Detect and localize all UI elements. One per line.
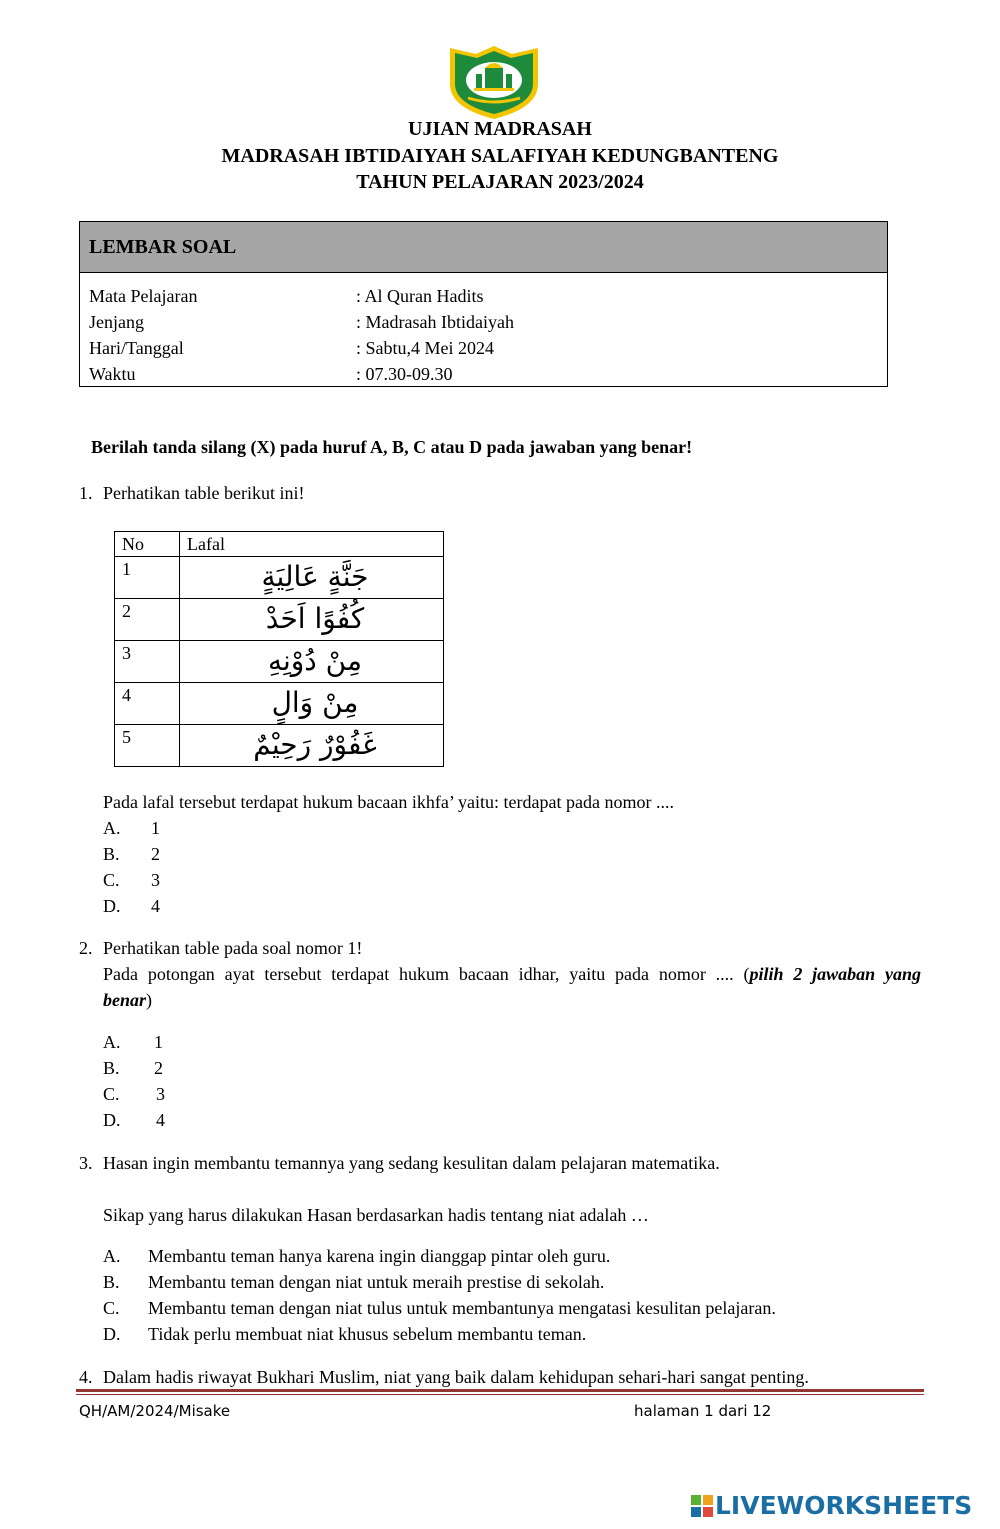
table-row bbox=[115, 641, 444, 683]
question-2-text: Perhatikan table pada soal nomor 1! bbox=[103, 938, 363, 958]
footer-page-number: halaman 1 dari 12 bbox=[634, 1402, 772, 1420]
table-cell-lafal: مِنْ دُوْنِهِ bbox=[180, 641, 444, 683]
question-2-number: 2. bbox=[79, 938, 93, 958]
option-key: D. bbox=[103, 1324, 121, 1344]
question-3-text: Hasan ingin membantu temannya yang sedang kesulitan dalam pelajaran matematika. bbox=[103, 1153, 720, 1173]
table-cell-no: 1 bbox=[115, 557, 180, 599]
option-key: D. bbox=[103, 896, 121, 916]
table-cell-no: 4 bbox=[115, 683, 180, 725]
table-cell-lafal: جَنَّةٍ عَالِيَةٍ bbox=[180, 557, 444, 599]
info-value: : 07.30-09.30 bbox=[356, 364, 453, 384]
option-key: A. bbox=[103, 1246, 121, 1266]
table-row bbox=[115, 557, 444, 599]
info-label: Jenjang bbox=[89, 312, 144, 332]
table-row bbox=[115, 599, 444, 641]
lafal-table bbox=[114, 531, 444, 767]
watermark-text: LIVEWORKSHEETS bbox=[715, 1491, 973, 1520]
option-key: B. bbox=[103, 1272, 120, 1292]
option-key: A. bbox=[103, 1032, 121, 1052]
option-key: A. bbox=[103, 818, 121, 838]
footer-divider-thin bbox=[76, 1394, 924, 1395]
table-cell-lafal: غَفُوْرٌ رَحِيْمٌ bbox=[180, 725, 444, 767]
option-key: D. bbox=[103, 1110, 121, 1130]
question-2-prompt-cont bbox=[103, 988, 152, 1012]
table-row bbox=[115, 683, 444, 725]
question-1-text: Perhatikan table berikut ini! bbox=[103, 483, 305, 503]
table-cell-no: 2 bbox=[115, 599, 180, 641]
instruction-text: Berilah tanda silang (X) pada huruf A, B, C atau D pada jawaban yang benar! bbox=[91, 437, 693, 457]
option-text: 3 bbox=[151, 870, 160, 890]
table-header-row bbox=[115, 532, 444, 557]
question-1-prompt: Pada lafal tersebut terdapat hukum bacaan ikhfa’ yaitu: terdapat pada nomor .... bbox=[103, 792, 674, 812]
table-cell-no: 5 bbox=[115, 725, 180, 767]
prompt-emphasis: pilih 2 jawaban yang bbox=[749, 964, 921, 984]
option-text: 1 bbox=[154, 1032, 163, 1052]
exam-info-box bbox=[79, 221, 888, 387]
question-2-prompt bbox=[103, 962, 921, 986]
info-label: Mata Pelajaran bbox=[89, 286, 198, 306]
option-text: Membantu teman hanya karena ingin dianggap pintar oleh guru. bbox=[148, 1246, 611, 1266]
info-label: Waktu bbox=[89, 364, 136, 384]
info-value: : Al Quran Hadits bbox=[356, 286, 484, 306]
option-text: Membantu teman dengan niat untuk meraih prestise di sekolah. bbox=[148, 1272, 605, 1292]
footer-divider bbox=[76, 1389, 924, 1392]
option-text: 1 bbox=[151, 818, 160, 838]
table-cell-no: 3 bbox=[115, 641, 180, 683]
prompt-emphasis: benar bbox=[103, 990, 147, 1010]
question-3-prompt: Sikap yang harus dilakukan Hasan berdasarkan hadis tentang niat adalah … bbox=[103, 1205, 649, 1225]
info-box-heading: LEMBAR SOAL bbox=[80, 222, 887, 273]
option-key: C. bbox=[103, 1084, 120, 1104]
academic-year: TAHUN PELAJARAN 2023/2024 bbox=[356, 171, 644, 193]
table-header-lafal: Lafal bbox=[180, 532, 444, 557]
info-value: : Sabtu,4 Mei 2024 bbox=[356, 338, 494, 358]
option-key: B. bbox=[103, 1058, 120, 1078]
school-name: MADRASAH IBTIDAIYAH SALAFIYAH KEDUNGBANTENG bbox=[221, 145, 779, 167]
option-text: 2 bbox=[151, 844, 160, 864]
question-1-number: 1. bbox=[79, 483, 93, 503]
option-key: C. bbox=[103, 1298, 120, 1318]
option-key: C. bbox=[103, 870, 120, 890]
table-cell-lafal: كُفُوًا اَحَدْ bbox=[180, 599, 444, 641]
option-text: 2 bbox=[154, 1058, 163, 1078]
info-label: Hari/Tanggal bbox=[89, 338, 184, 358]
question-4-number: 4. bbox=[79, 1367, 93, 1387]
option-text: Tidak perlu membuat niat khusus sebelum membantu teman. bbox=[148, 1324, 587, 1344]
info-value: : Madrasah Ibtidaiyah bbox=[356, 312, 514, 332]
option-key: B. bbox=[103, 844, 120, 864]
table-header-no: No bbox=[115, 532, 180, 557]
school-logo bbox=[444, 44, 544, 120]
table-cell-lafal: مِنْ وَالٍ bbox=[180, 683, 444, 725]
table-row bbox=[115, 725, 444, 767]
question-4-text: Dalam hadis riwayat Bukhari Muslim, niat yang baik dalam kehidupan sehari-hari sangat penting. bbox=[103, 1367, 809, 1387]
exam-title: UJIAN MADRASAH bbox=[408, 118, 592, 140]
footer-doc-code: QH/AM/2024/Misake bbox=[79, 1402, 231, 1420]
liveworksheets-watermark[interactable] bbox=[691, 1490, 991, 1522]
option-text: 3 bbox=[156, 1084, 165, 1104]
question-3-number: 3. bbox=[79, 1153, 93, 1173]
option-text: Membantu teman dengan niat tulus untuk membantunya mengatasi kesulitan pelajaran. bbox=[148, 1298, 776, 1318]
prompt-text: Pada potongan ayat tersebut terdapat hukum bacaan idhar, yaitu pada nomor .... ( bbox=[103, 964, 750, 984]
liveworksheets-logo-icon bbox=[691, 1495, 713, 1517]
prompt-text: ) bbox=[146, 990, 153, 1010]
option-text: 4 bbox=[151, 896, 160, 916]
option-text: 4 bbox=[156, 1110, 165, 1130]
